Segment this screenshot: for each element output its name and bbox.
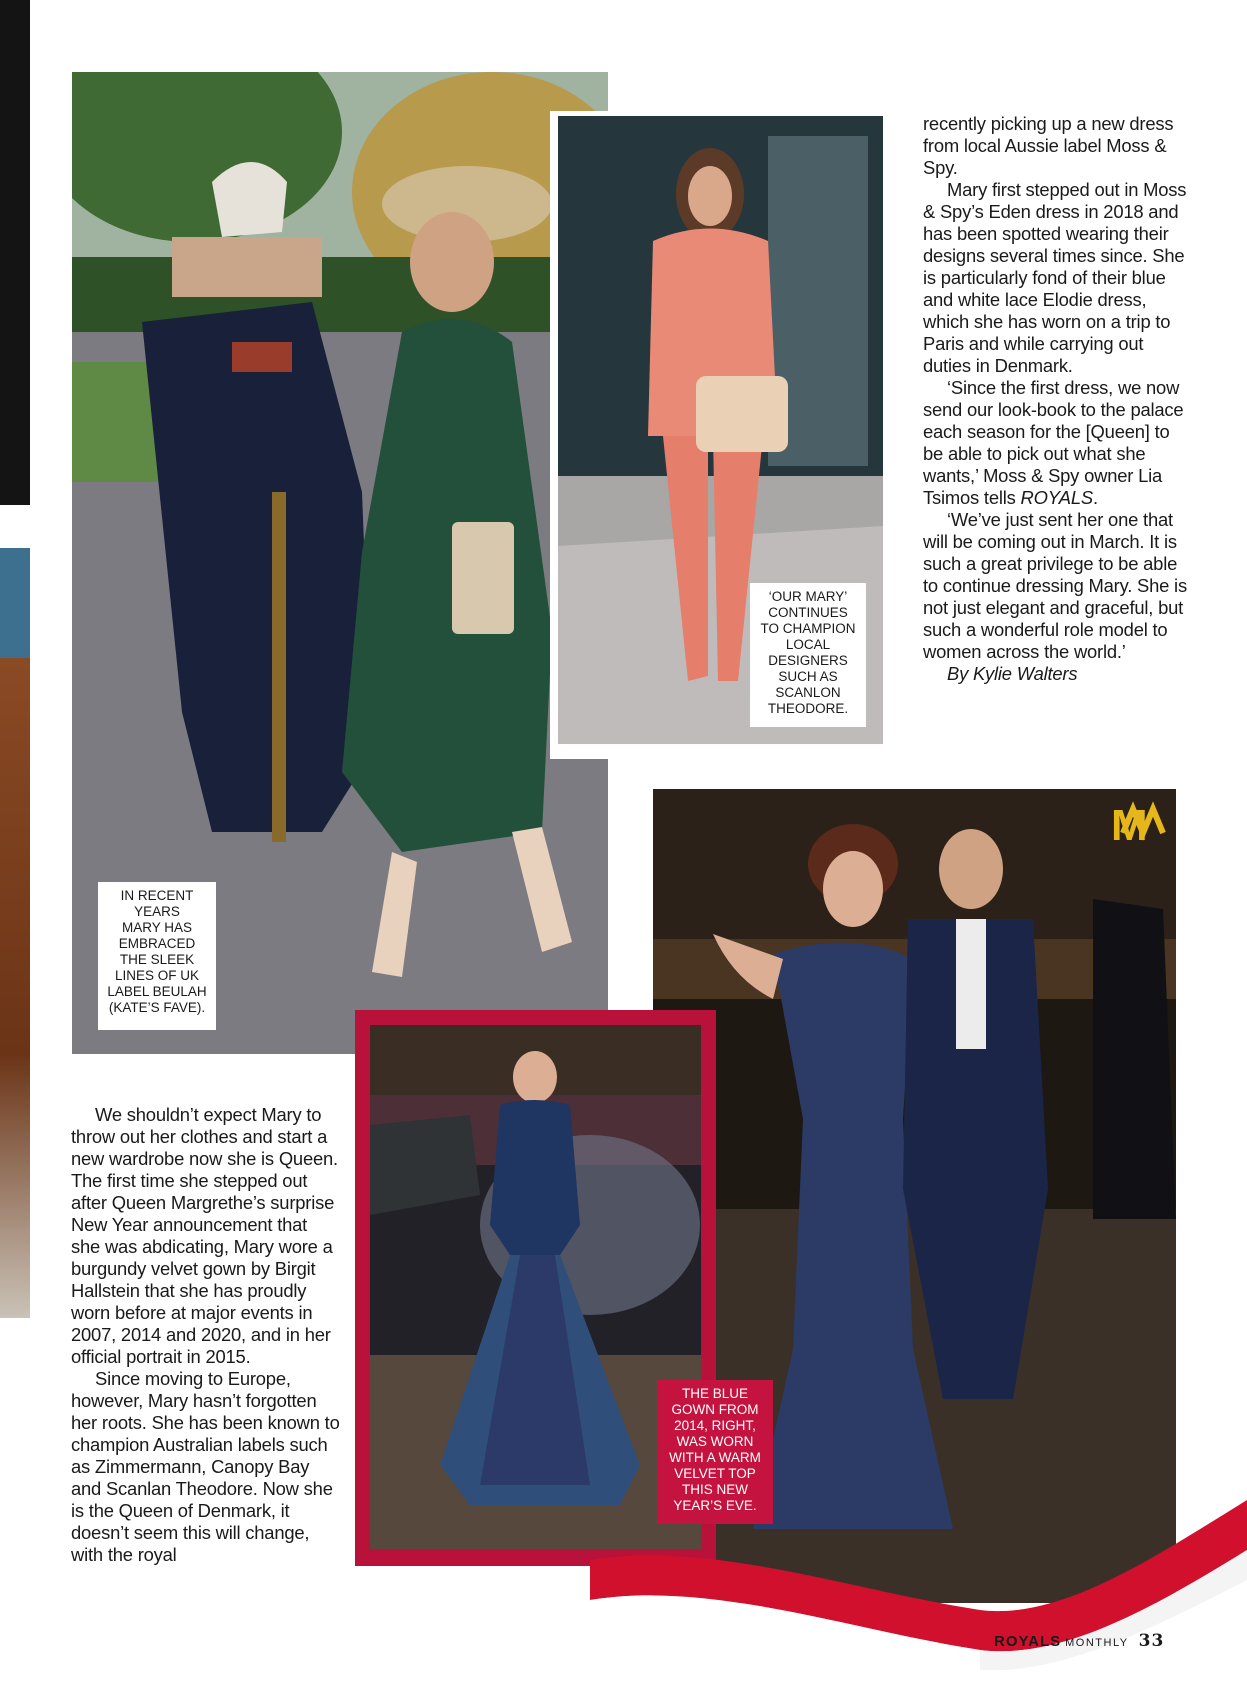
- caption-green-dress: IN RECENT YEARS MARY HAS EMBRACED THE SLEEK LINES OF UK LABEL BEULAH (KATE’S FAVE).: [98, 882, 216, 1030]
- article-paragraph: Mary first stepped out in Moss & Spy’s Eden dress in 2018 and has been spotted wearing their designs several times since. She is particularly fond of their blue and white lace Elodie dress, which she has worn on a trip to Paris and while carrying out duties in Denmark.: [923, 179, 1187, 376]
- article-quote-text: ‘Since the first dress, we now send our look-book to the palace each season for the [Queen] to be able to pick out what she wants,’ Moss & Spy owner Lia Tsimos tells: [923, 377, 1184, 508]
- footer-brand: ROYALS: [994, 1633, 1062, 1650]
- left-edge-dark: [0, 0, 30, 505]
- article-paragraph: ‘We’ve just sent her one that will be coming out in March. It is such a great privilege to be able to continue dressing Mary. She is not just elegant and graceful, but such a wonderful role model to women across the world.’: [923, 509, 1187, 662]
- footer-sub: MONTHLY: [1065, 1637, 1129, 1649]
- ribbon-decoration: [590, 1500, 1247, 1683]
- mcdonalds-sign: M: [1111, 801, 1148, 850]
- page-footer: [994, 1631, 1164, 1651]
- magazine-name: ROYALS: [1020, 487, 1093, 508]
- left-edge-wood: [0, 658, 30, 1318]
- article-paragraph: We shouldn’t expect Mary to throw out her clothes and start a new wardrobe now she is Queen. The first time she stepped out after Queen Margrethe’s surprise New Year announcement that she was abdicating, Mary wore a burgundy velvet gown by Birgit Hallstein that she has proudly worn before at major events in 2007, 2014 and 2020, and in her official portrait in 2015.: [71, 1104, 338, 1367]
- byline: By Kylie Walters: [947, 663, 1078, 684]
- left-edge-sea: [0, 548, 30, 658]
- article-paragraph: [923, 377, 1193, 509]
- article-quote-end: .: [1092, 487, 1098, 508]
- article-paragraph: Since moving to Europe, however, Mary hasn’t forgotten her roots. She has been known to champion Australian labels such as Zimmermann, Canopy Bay and Scanlan Theodore. Now she is the Queen of Denmark, it doesn’t seem this will change, with the royal: [71, 1368, 340, 1565]
- caption-blue-gown: THE BLUE GOWN FROM 2014, RIGHT, WAS WORN WITH A WARM VELVET TOP THIS NEW YEAR’S EVE.: [657, 1380, 773, 1524]
- page-number: 33: [1138, 1631, 1165, 1651]
- article-left-column: [71, 1104, 341, 1566]
- article-continuation: recently picking up a new dress from local Aussie label Moss & Spy.: [923, 113, 1174, 178]
- caption-pink-suit: ‘OUR MARY’ CONTINUES TO CHAMPION LOCAL DESIGNERS SUCH AS SCANLON THEODORE.: [750, 583, 866, 727]
- photo-velvet-top: [370, 1025, 701, 1549]
- article-right-column: [923, 113, 1193, 685]
